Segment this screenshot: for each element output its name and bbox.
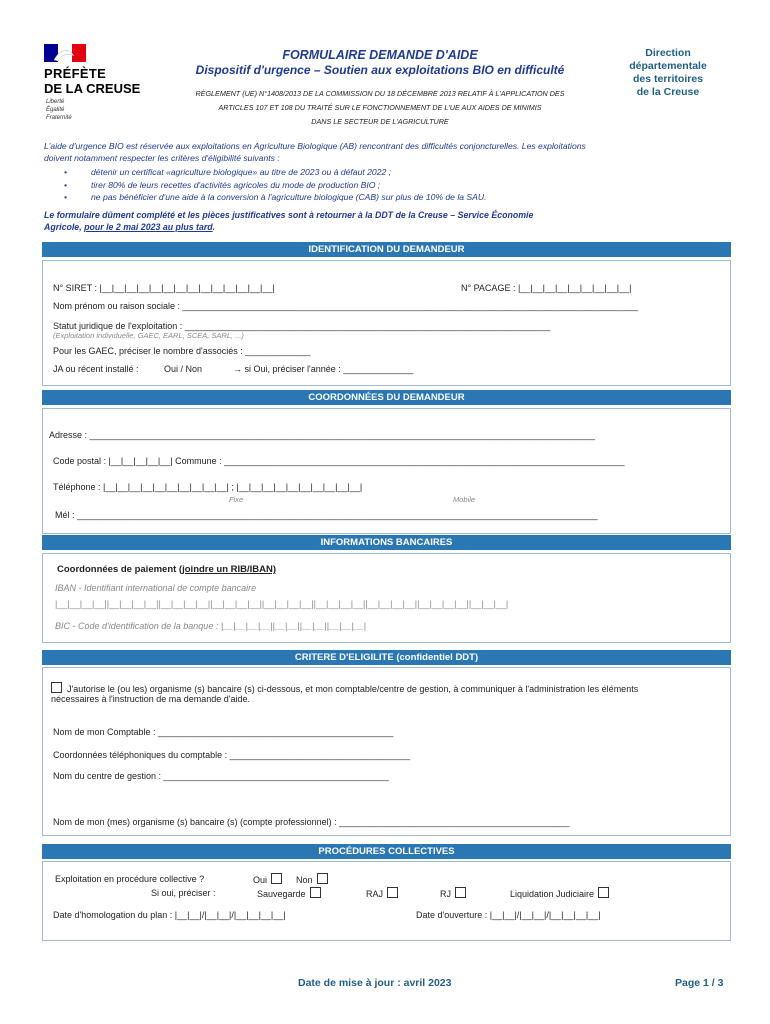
- ja-options[interactable]: Oui / Non: [164, 364, 203, 374]
- oui-option[interactable]: Oui: [253, 873, 282, 885]
- motto-fraternite: Fraternité: [46, 115, 72, 121]
- marianne-icon: [44, 44, 86, 62]
- autorisation-line1: J'autorise le (ou les) organisme (s) bancaire (s) ci-dessous, et mon comptable/centre de gestion, à communiquer à l'administration les éléments: [51, 682, 638, 694]
- section-header-coordonnees: COORDONNÉES DU DEMANDEUR: [42, 390, 731, 405]
- return-deadline: pour le 2 mai 2023 au plus tard: [84, 222, 213, 232]
- homologation-field[interactable]: Date d'homologation du plan : |__|__|/|__|__|/|__|__|__|__|: [53, 910, 286, 920]
- direction-block: [612, 47, 724, 99]
- iban-field[interactable]: |__|__|__|__||__|__|__|__||__|__|__|__||__|__|__|__||__|__|__|__||__|__|__|__||__|__|__|__||__|__|__|__||__|__|__|: [55, 599, 509, 609]
- sauvegarde-checkbox[interactable]: [310, 887, 321, 898]
- motto-liberte: Liberté: [46, 99, 65, 105]
- centre-gestion-field[interactable]: Nom du centre de gestion : _____________________________________________: [53, 771, 389, 781]
- direction-line3: des territoires: [632, 73, 704, 85]
- mobile-label: Mobile: [453, 495, 476, 504]
- siret-field[interactable]: N° SIRET : |__|__|__|__|__|__|__|__|__|__|__|__|__|__|: [53, 283, 275, 293]
- autorisation-line2: nécessaires à l'instruction de ma demande d'aide.: [51, 694, 251, 704]
- non-option[interactable]: Non: [296, 873, 328, 885]
- direction-line2: départementale: [629, 60, 707, 72]
- non-checkbox[interactable]: [317, 873, 328, 884]
- code-postal-commune-field[interactable]: Code postal : |__|__|__|__|__| Commune : ________________________________________________________________________________: [53, 456, 625, 466]
- ouverture-field[interactable]: Date d'ouverture : |__|__|/|__|__|/|__|__|__|__|: [416, 910, 601, 920]
- regulation-line1: RÈGLEMENT (UE) N°1408/2013 DE LA COMMISSION DU 18 DÉCEMBRE 2013 RELATIF À L'APPLICATION DES: [195, 89, 565, 98]
- liquidation-option[interactable]: Liquidation Judiciaire: [510, 887, 609, 899]
- liquidation-checkbox[interactable]: [598, 887, 609, 898]
- section-header-procedures: PROCÉDURES COLLECTIVES: [42, 844, 731, 859]
- bic-field[interactable]: BIC - Code d'identification de la banque : |__|__|__|__||__|__||__|__||__|__|__|: [55, 621, 367, 631]
- iban-label: IBAN - Identifiant international de compte bancaire: [55, 583, 257, 593]
- return-instructions-line2: Agricole, pour le 2 mai 2023 au plus tard.: [44, 222, 216, 232]
- return-instructions-line1: Le formulaire dûment complété et les pièces justificatives sont à retourner à la DDT de la Creuse – Service Économie: [44, 210, 534, 220]
- identification-section: [42, 260, 731, 386]
- coordonnees-section: [42, 408, 731, 534]
- organisme-bancaire-field[interactable]: Nom de mon (mes) organisme (s) bancaire (s) (compte professionnel) : ______________________________________________: [53, 817, 570, 827]
- eligibilite-section: [42, 667, 731, 836]
- fixe-label: Fixe: [229, 495, 244, 504]
- return-service: Agricole,: [44, 222, 85, 232]
- raj-option[interactable]: RAJ: [366, 887, 398, 899]
- statut-field[interactable]: Statut juridique de l'exploitation : _________________________________________________________________________: [53, 321, 551, 331]
- criteria-item: • tirer 80% de leurs recettes d'activités agricoles du mode de production BIO ;: [64, 179, 381, 190]
- comptable-field[interactable]: Nom de mon Comptable : _______________________________________________: [53, 727, 394, 737]
- form-subtitle: Dispositif d'urgence – Soutien aux exploitations BIO en difficulté: [195, 63, 565, 77]
- pacage-field[interactable]: N° PACAGE : |__|__|__|__|__|__|__|__|__|: [461, 283, 632, 293]
- autorisation-checkbox[interactable]: [51, 682, 62, 693]
- mel-field[interactable]: Mél : ________________________________________________________________________________________________________: [55, 510, 598, 520]
- gaec-associes-field[interactable]: Pour les GAEC, préciser le nombre d'associés : _____________: [53, 346, 311, 356]
- procedure-label: Exploitation en procédure collective ?: [55, 874, 205, 884]
- adresse-field[interactable]: Adresse : _____________________________________________________________________________________________________: [49, 430, 596, 440]
- procedures-section: [42, 861, 731, 941]
- raj-checkbox[interactable]: [387, 887, 398, 898]
- form-title: FORMULAIRE DEMANDE D'AIDE: [282, 48, 478, 62]
- telephone-field[interactable]: Téléphone : |__|__|__|__|__|__|__|__|__|__| ; |__|__|__|__|__|__|__|__|__|__|: [53, 482, 363, 492]
- coord-comptable-field[interactable]: Coordonnées téléphoniques du comptable : ____________________________________: [53, 750, 410, 760]
- criteria-item: • ne pas bénéficier d'une aide à la conversion à l'agriculture biologique (CAB) sur plus de 10% de la SAU.: [64, 192, 487, 202]
- payment-heading: Coordonnées de paiement (joindre un RIB/IBAN): [57, 564, 277, 575]
- regulation-line2: ARTICLES 107 ET 108 DU TRAITÉ SUR LE FONCTIONNEMENT DE L'UE AUX AIDES DE MINIMIS: [218, 103, 542, 112]
- prefecture-line1: PRÉFÈTE: [44, 66, 107, 81]
- statut-hint: (Exploitation individuelle, GAEC, EARL, SCEA, SARL, ...): [53, 331, 244, 340]
- ja-year-field[interactable]: → si Oui, préciser l'année : ______________: [233, 364, 414, 374]
- section-header-identification: IDENTIFICATION DU DEMANDEUR: [42, 242, 731, 257]
- intro-text-line1: L'aide d'urgence BIO est réservée aux exploitations en Agriculture Biologique (AB) rencontrant des difficultés conjoncturelles. Les exploitations: [44, 141, 586, 151]
- prefecture-line2: DE LA CREUSE: [44, 81, 141, 96]
- oui-checkbox[interactable]: [271, 873, 282, 884]
- direction-line4: de la Creuse: [636, 86, 700, 98]
- regulation-line3: DANS LE SECTEUR DE L'AGRICULTURE: [311, 117, 449, 126]
- update-date: Date de mise à jour : avril 2023: [298, 977, 452, 989]
- ja-label: JA ou récent installé :: [53, 364, 139, 374]
- bancaire-section: [42, 553, 731, 643]
- direction-line1: Direction: [645, 47, 691, 59]
- section-header-eligibilite: CRITERE D'ELIGILITE (confidentiel DDT): [42, 650, 731, 665]
- name-field[interactable]: Nom prénom ou raison sociale : ___________________________________________________________________________________________: [53, 301, 639, 311]
- intro-text-line2: doivent notamment respecter les critères d'éligibilité suivants :: [44, 153, 280, 163]
- prefecture-logo: [44, 44, 154, 124]
- sauvegarde-option[interactable]: Sauvegarde: [257, 887, 321, 899]
- page-number: Page 1 / 3: [675, 977, 724, 989]
- rj-checkbox[interactable]: [455, 887, 466, 898]
- criteria-list: [64, 166, 487, 204]
- section-header-bancaire: INFORMATIONS BANCAIRES: [42, 535, 731, 550]
- rj-option[interactable]: RJ: [440, 887, 466, 899]
- preciser-label: Si oui, préciser :: [151, 888, 216, 898]
- motto-egalite: Égalité: [46, 107, 65, 113]
- criteria-item: • détenir un certificat «agriculture biologique» au titre de 2023 ou à défaut 2022 ;: [64, 167, 392, 177]
